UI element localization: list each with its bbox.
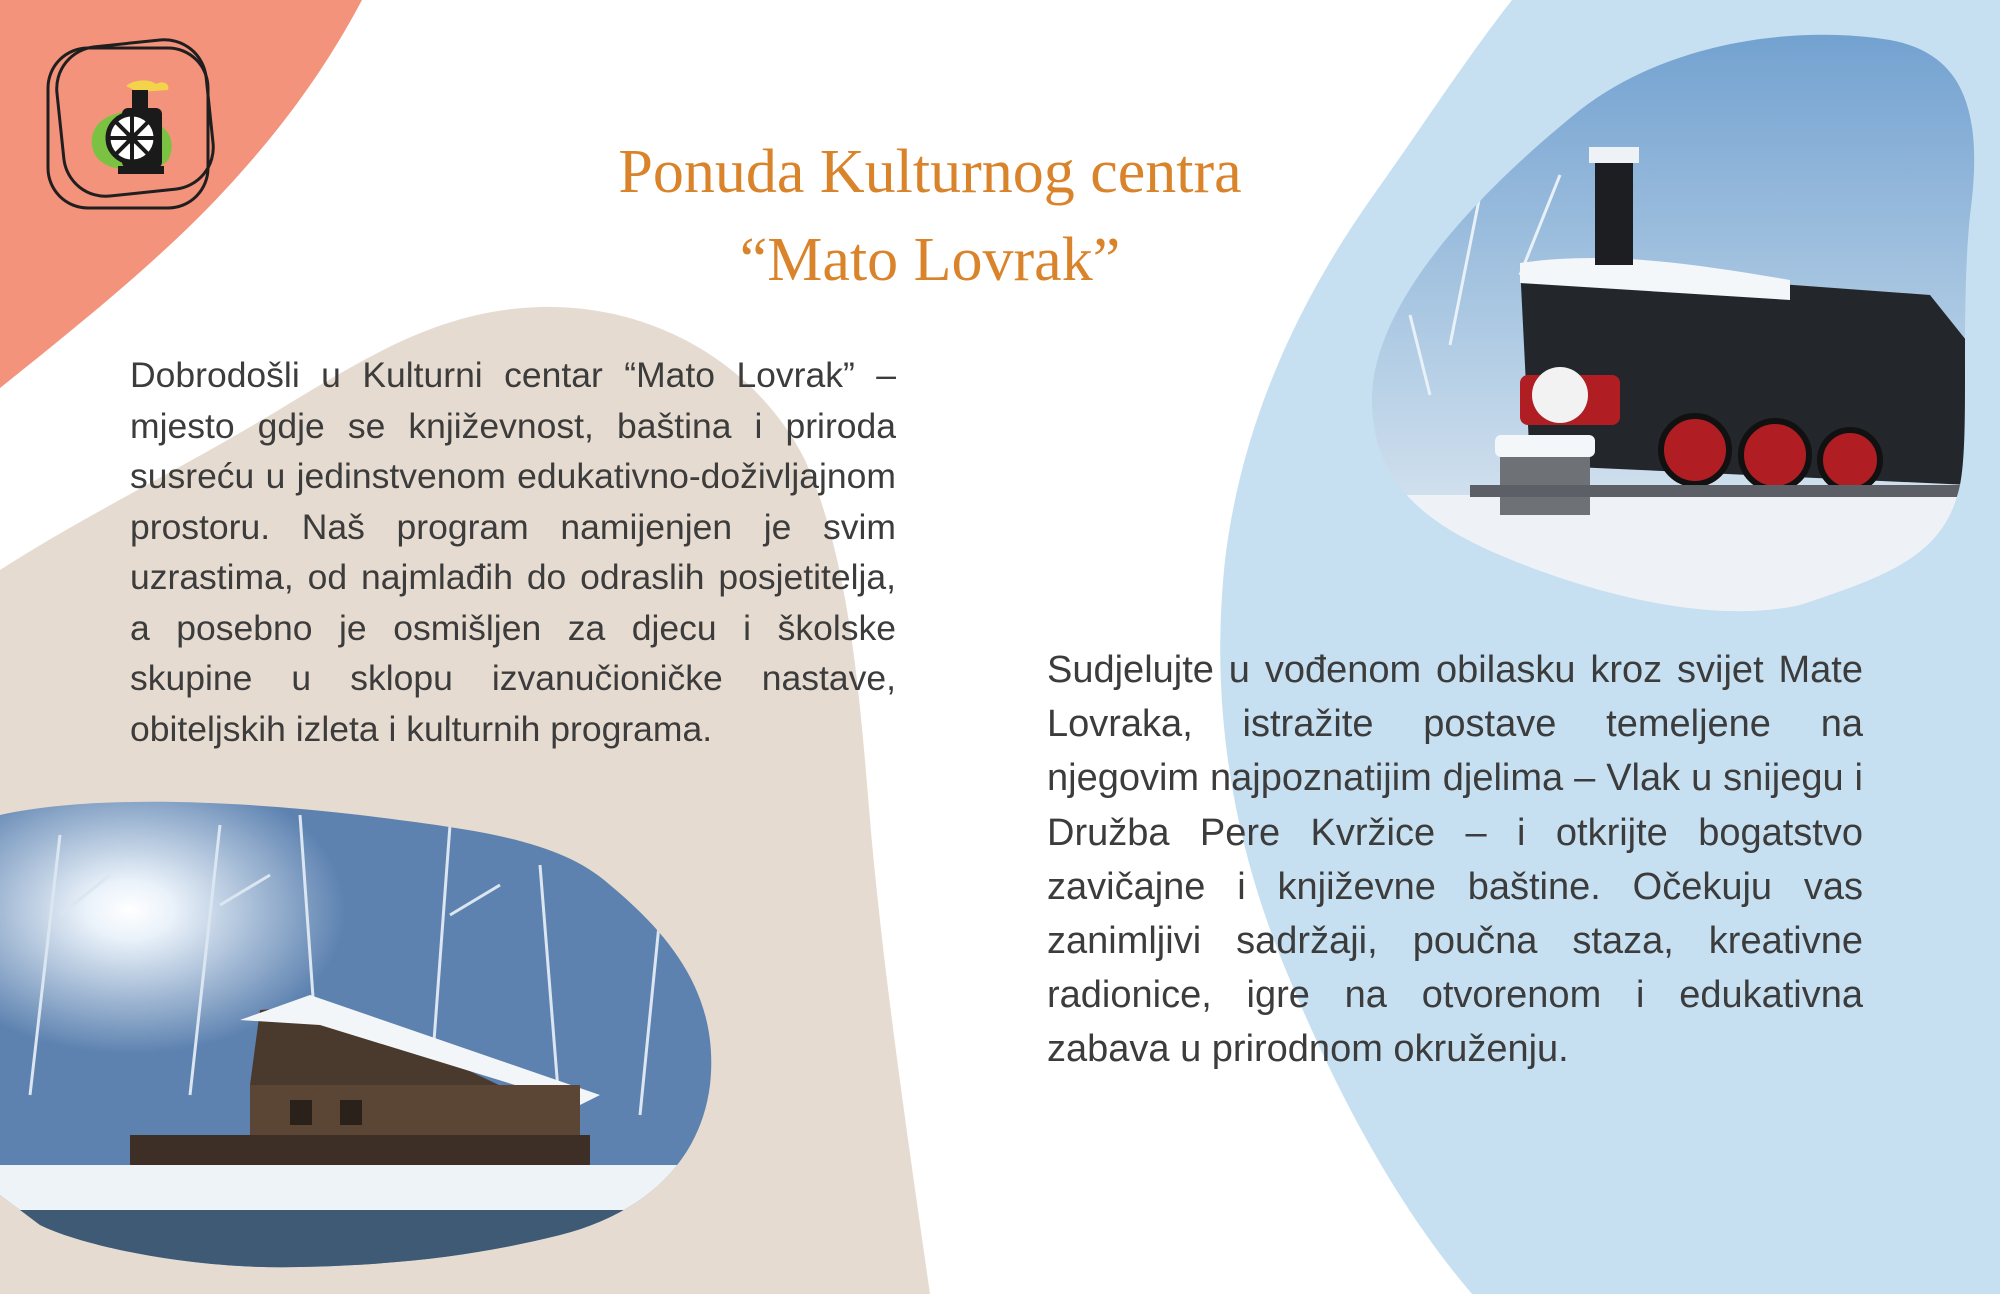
logo	[38, 38, 218, 218]
intro-paragraph: Dobrodošli u Kulturni centar “Mato Lovrak” – mjesto gdje se književnost, baština i priroda susreću u jedinstvenom edukativno-doživljajnom prostoru. Naš program namijenjen je svim uzrastima, od najmlađih do odraslih posjetitelja, a posebno je osmišljen za djecu i školske skupine u sklopu izvanučioničke nastave, obiteljskih izleta i kulturnih programa.	[130, 355, 896, 749]
title-line-2: “Mato Lovrak”	[739, 226, 1121, 294]
house-photo	[0, 795, 720, 1275]
steam-locomotive-logo-icon	[38, 38, 218, 218]
tour-paragraph: Sudjelujte u vođenom obilasku kroz svijet Mate Lovraka, istražite postave temeljene na njegovim najpoznatijim djelima – Vlak u snijegu i Družba Pere Kvržice – i otkrijte bogatstvo zavičajne i književne baštine. Očekuju vas zanimljivi sadržaji, poučna staza, kreativne radionice, igre na otvorenom i edukativna zabava u prirodnom okruženju.	[1047, 649, 1863, 1071]
page-title	[480, 128, 1380, 304]
title-line-1: Ponuda Kulturnog centra	[618, 138, 1242, 206]
locomotive-photo	[1370, 15, 2000, 615]
